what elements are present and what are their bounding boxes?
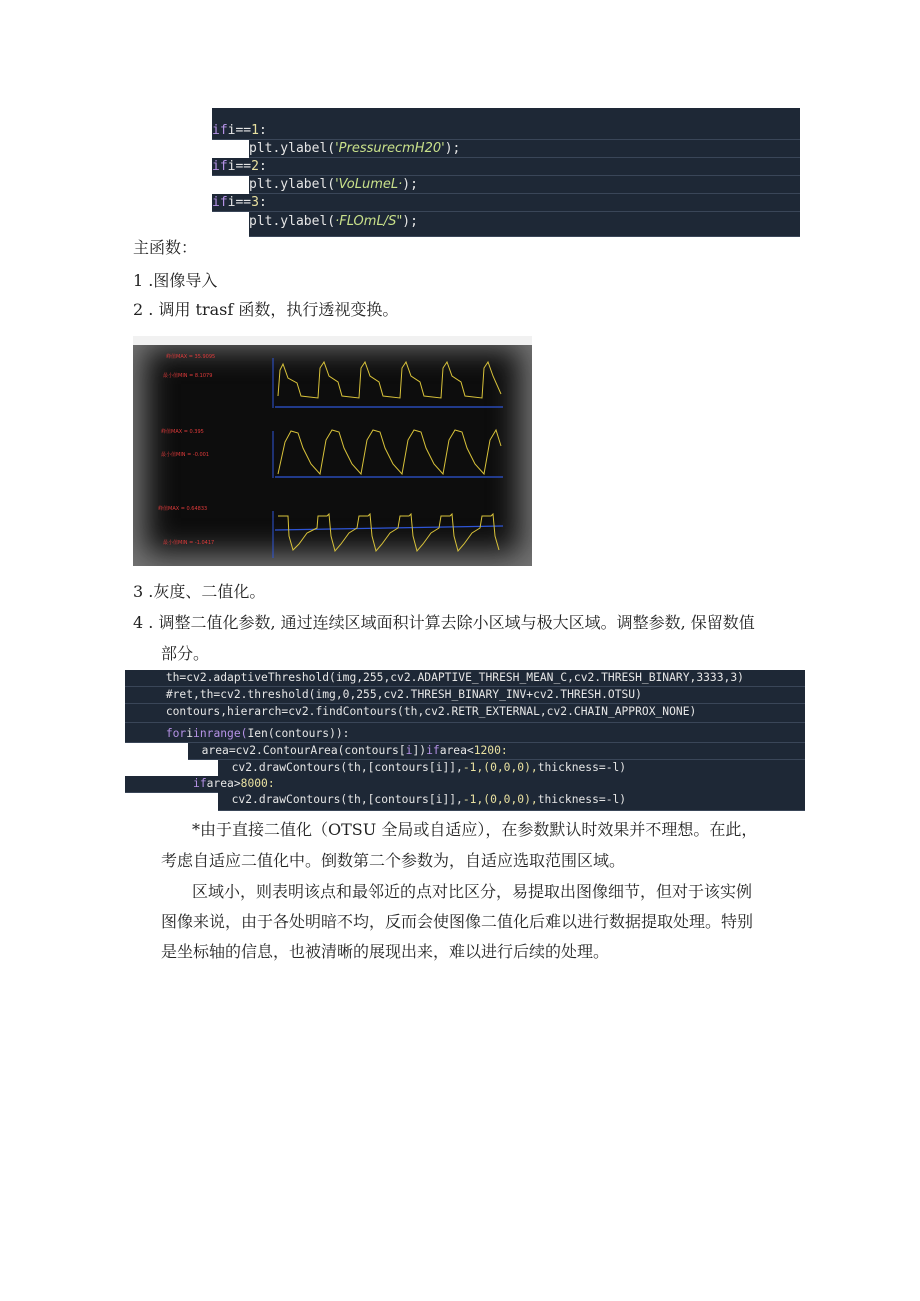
code-keyword: if [193,777,207,790]
max-label: 峰值MAX = 0.395 [161,429,204,435]
code-line [212,122,800,140]
code-keyword: if [212,123,228,138]
code-keyword: if [212,195,228,210]
code-text: plt.ylabel( [249,177,336,192]
code-line [218,792,805,811]
code-number: 3 [251,195,259,210]
code-text: contours,hierarch=cv2.findContours(th,cv2.RETR_EXTERNAL,cv2.CHAIN_APPROX_NONE) [165,705,697,718]
code-text: i [186,727,194,740]
x-axis [275,526,503,530]
code-text: thickness=-l) [537,793,627,806]
code-line [249,140,800,158]
code-number: 2 [251,159,259,174]
code-text: Ien(contours)): [247,727,350,740]
paragraph-line: 考虑自适应二值化中。倒数第二个参数为，自适应选取范围区域。 [161,851,626,870]
pressure-plot [273,358,503,408]
code-number: -1,(0,0,0), [462,761,538,774]
step-3 [133,581,265,603]
step-1 [133,270,217,292]
min-label: 最小值MIN = 8.1079 [163,373,213,379]
code-text: ); [402,177,418,192]
code-builtin: range( [206,727,248,740]
step-number: 3 [133,582,144,601]
code-number: 8000: [240,777,275,790]
code-line [125,670,805,687]
step-number: 4 [133,613,144,632]
step-text: .图像导入 [148,271,218,290]
waveform-screenshot [133,336,532,566]
code-keyword: i [405,744,413,757]
code-line [125,687,805,704]
code-text: : [258,195,267,210]
step-4-continuation: 部分。 [161,644,210,663]
code-text: ]) [412,744,427,757]
waveform-plots [133,336,532,566]
code-text: #ret,th=cv2.threshold(img,0,255,cv2.THRESH_BINARY_INV+cv2.THRESH.OTSU) [165,688,642,701]
code-text: : [258,123,267,138]
code-text: i== [227,195,252,210]
code-line [249,212,800,237]
paragraph-line: 图像来说，由于各处明暗不均，反而会使图像二值化后难以进行数据提取处理。特别 [161,912,754,931]
flow-plot [273,511,503,558]
code-text: cv2.drawContours(th,[contours[i]], [231,761,463,774]
step-text: . 调整二值化参数, 通过连续区域面积计算去除小区域与极大区域。调整参数, 保留数值 [148,613,755,632]
code-line [218,760,805,777]
code-text: area< [439,744,474,757]
paragraph-line: 区域小，则表明该点和最邻近的点对比区分，易提取出图像细节，但对于该实例 [192,882,753,901]
min-label: 最小值MIN = -1.0417 [163,540,215,546]
code-text: plt.ylabel( [249,141,336,156]
code-text: ); [402,214,418,229]
step-text: . 调用 trasf 函数，执行透视变换。 [148,300,399,319]
code-line [188,743,805,760]
code-keyword: if [426,744,440,757]
code-text: i== [227,159,252,174]
step-2 [133,299,398,321]
code-string: ·FLOmL/S" [335,214,403,229]
code-string: 'PressurecmH20' [335,141,445,156]
code-number: 1200: [473,744,508,757]
code-keyword: in [193,727,207,740]
code-line [125,726,805,743]
code-line [212,158,800,176]
step-text: .灰度、二值化。 [148,582,266,601]
code-text: cv2.drawContours(th,[contours[i]], [231,793,463,806]
paragraph-line: 是坐标轴的信息，也被清晰的展现出来，难以进行后续的处理。 [161,942,610,961]
step-4 [133,612,755,634]
code-text: : [258,159,267,174]
code-text: thickness=-l) [537,761,627,774]
code-text: ); [444,141,461,156]
volume-waveform [278,430,501,474]
max-label: 峰值MAX = 35.9095 [166,354,216,360]
code-text: area=cv2.ContourArea(contours[ [201,744,406,757]
code-number: -1,(0,0,0), [462,793,538,806]
code-text: th=cv2.adaptiveThreshold(img,255,cv2.ADAPTIVE_THRESH_MEAN_C,cv2.THRESH_BINARY,3333,3) [165,671,744,684]
min-label: 最小值MIN = -0.001 [161,452,210,458]
code-line [125,776,805,793]
code-string: 'VoLumeL· [335,177,403,192]
code-line [125,704,805,723]
code-text: plt.ylabel( [249,214,336,229]
code-block-ylabel [212,108,800,236]
pressure-waveform [278,362,501,398]
code-number: 1 [251,123,259,138]
code-line [249,176,800,194]
flow-waveform [278,514,499,551]
volume-plot [273,430,503,478]
max-label: 峰值MAX = 0.64833 [158,506,208,512]
main-function-heading: 主函数： [133,238,198,257]
code-line [212,194,800,212]
step-number: 2 [133,300,144,319]
code-text: area> [206,777,241,790]
step-number: 1 [133,271,144,290]
code-keyword: for [165,727,187,740]
code-text: i== [227,123,252,138]
code-keyword: if [212,159,228,174]
paragraph-line: *由于直接二值化（OTSU 全局或自适应），在参数默认时效果并不理想。在此， [192,820,758,839]
